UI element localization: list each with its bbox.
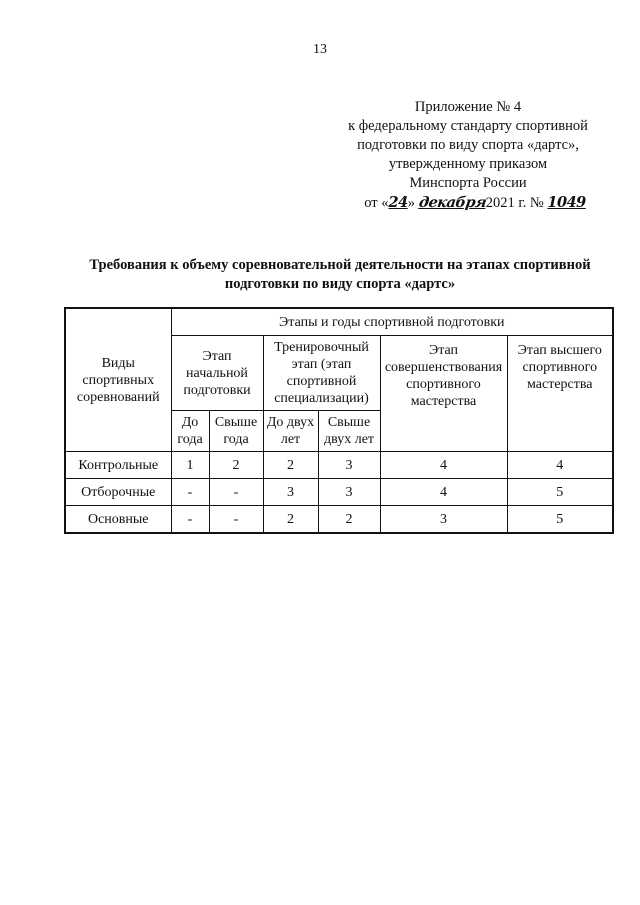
appendix-line: к федеральному стандарту спортивной xyxy=(348,118,588,134)
title-line: Требования к объему соревновательной деятельности на этапах спортивной xyxy=(89,257,591,273)
appendix-line: Минспорта России xyxy=(409,175,527,191)
subheader-cell: Свыше года xyxy=(209,411,263,452)
stage-initial-header: Этап начальной подготовки xyxy=(171,336,263,411)
date-year: 2021 г. № xyxy=(485,195,544,211)
table-cell: 4 xyxy=(380,479,507,506)
table-cell: - xyxy=(209,479,263,506)
page-number: 13 xyxy=(313,42,327,57)
appendix-line: Приложение № 4 xyxy=(414,99,522,115)
subheader-cell: До года xyxy=(171,411,209,452)
table-cell: 2 xyxy=(209,452,263,479)
table-cell: - xyxy=(171,506,209,534)
document-title xyxy=(40,256,640,294)
appendix-line: утвержденному приказом xyxy=(388,156,548,172)
table-row xyxy=(65,479,613,506)
stage-training-header: Тренировочный этап (этап спортивной специализации) xyxy=(263,336,380,411)
row-label: Основные xyxy=(65,506,171,534)
corner-header-cell: Виды спортивных соревнований xyxy=(65,308,171,452)
date-prefix: от « xyxy=(364,195,389,211)
table-cell: 2 xyxy=(318,506,380,534)
handwritten-month: декабря xyxy=(417,194,487,211)
stage-improvement-header: Этап совершенствования спортивного мастерства xyxy=(380,336,507,452)
handwritten-order-number: 1049 xyxy=(547,194,586,211)
appendix-block xyxy=(318,98,618,213)
subheader-cell: До двух лет xyxy=(263,411,318,452)
table-cell: 1 xyxy=(171,452,209,479)
table-cell: 2 xyxy=(263,452,318,479)
row-label: Контрольные xyxy=(65,452,171,479)
table-cell: - xyxy=(209,506,263,534)
title-line: подготовки по виду спорта «дартс» xyxy=(224,276,456,292)
table-cell: 3 xyxy=(318,452,380,479)
table-cell: 3 xyxy=(318,479,380,506)
stages-header-cell: Этапы и годы спортивной подготовки xyxy=(171,308,613,336)
requirements-table xyxy=(64,307,614,534)
appendix-line: подготовки по виду спорта «дартс», xyxy=(357,137,579,153)
row-label: Отборочные xyxy=(65,479,171,506)
table-row xyxy=(65,452,613,479)
date-mid: » xyxy=(407,195,415,211)
table-cell: 3 xyxy=(380,506,507,534)
table-cell: 5 xyxy=(507,479,613,506)
table-cell: 2 xyxy=(263,506,318,534)
table-cell: 4 xyxy=(507,452,613,479)
table-row xyxy=(65,506,613,534)
header-row xyxy=(65,308,613,336)
table-cell: 5 xyxy=(507,506,613,534)
table-cell: - xyxy=(171,479,209,506)
subheader-cell: Свыше двух лет xyxy=(318,411,380,452)
appendix-date-line xyxy=(332,193,618,213)
handwritten-day: 24 xyxy=(388,194,408,211)
table-cell: 4 xyxy=(380,452,507,479)
table-cell: 3 xyxy=(263,479,318,506)
stage-highest-header: Этап высшего спортивного мастерства xyxy=(507,336,613,452)
